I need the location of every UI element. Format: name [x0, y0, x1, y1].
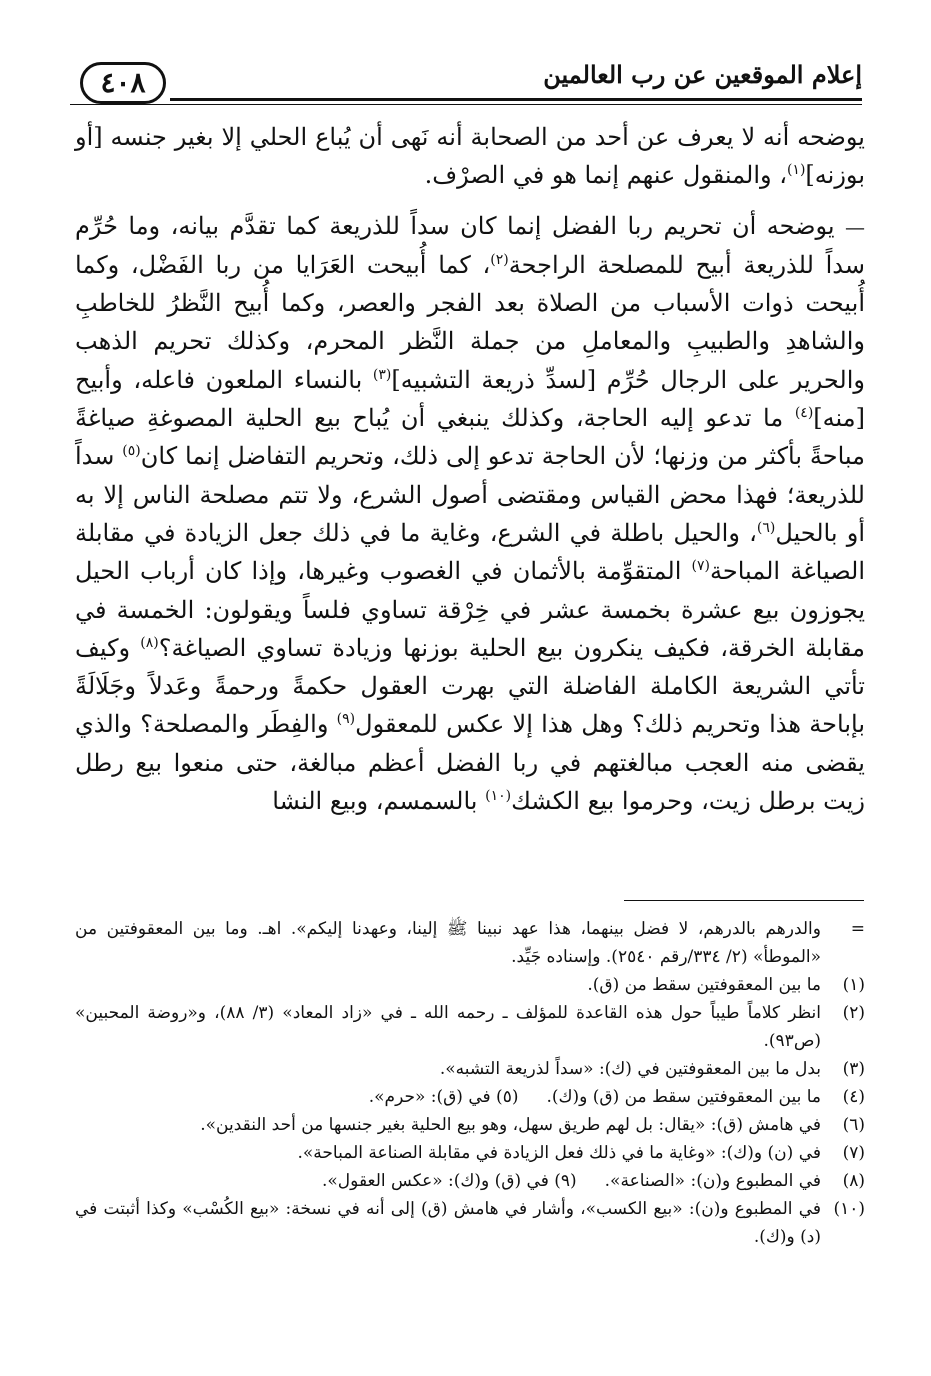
header-rule	[170, 98, 862, 101]
paragraph-1: يوضحه أنه لا يعرف عن أحد من الصحابة أنه نَهى أن يُباع الحلي إلا بغير جنسه [أو بوزنه]$^{(١)}$، والمنقول عنهم إنما هو في الصرْف.	[75, 123, 865, 190]
footnote-9-num: (٩)	[554, 1171, 577, 1191]
footnote-3: (٣) بدل ما بين المعقوفتين في (ك): «سداً لذريعة التشبه».	[439, 1059, 865, 1079]
footnote-5-text: في (ق): «حرم».	[368, 1087, 491, 1107]
running-title: إعلام الموقعين عن رب العالمين	[543, 60, 862, 89]
footnote-9-text: في (ق) و(ك): «عكس العقول».	[322, 1171, 549, 1191]
footnote-separator	[624, 900, 864, 901]
footnote-4-text: ما بين المعقوفتين سقط من (ق) و(ك).	[546, 1087, 821, 1107]
footnote-4-5: (٤) ما بين المعقوفتين سقط من (ق) و(ك).(٥) في (ق): «حرم».	[368, 1087, 865, 1107]
paragraph-dash: —	[845, 214, 865, 239]
footnote-2: (٢) انظر كلاماً طيباً حول هذه القاعدة للمؤلف ـ رحمه الله ـ في «زاد المعاد» (٣/ ٨٨)، و«روضة المحبين» (ص٩٣).	[75, 1003, 865, 1051]
footnote-1: (١) ما بين المعقوفتين سقط من (ق).	[587, 975, 865, 995]
main-text	[75, 118, 865, 820]
footnote-ref-8[interactable]: (٨)	[140, 634, 159, 651]
footnote-5-num: (٥)	[496, 1087, 519, 1107]
footnote-ref-6[interactable]: (٦)	[756, 519, 776, 536]
page-number: ٤٠٨	[80, 62, 166, 104]
header-rule-thin	[70, 104, 862, 105]
footnote-8-9: (٨) في المطبوع و(ن): «الصناعة».(٩) في (ق) و(ك): «عكس العقول».	[322, 1171, 865, 1191]
footnote-ref-9[interactable]: (٩)	[336, 711, 356, 728]
footnote-7: (٧) في (ن) و(ك): «وغاية ما في ذلك فعل الزيادة في مقابلة الصناعة المباحة».	[297, 1143, 865, 1163]
page-header	[70, 50, 862, 100]
footnote-8-text: في المطبوع و(ن): «الصناعة».	[604, 1171, 821, 1191]
footnote-ref-7[interactable]: (٧)	[691, 558, 710, 575]
footnote-6: (٦) في هامش (ق): «يقال: بل لهم طريق سهل، وهو بيع الحلية بغير جنسها من أحد النقدين».	[200, 1115, 865, 1135]
footnote-ref-5[interactable]: (٥)	[122, 443, 141, 460]
footnote-continuation: = والدرهم بالدرهم، لا فضل بينهما، هذا عهد نبينا ﷺ إلينا، وعهدنا إليكم». اهـ. وما بين المعقوفتين من «الموطأ» (٢/ ٣٣٤/رقم ٢٥٤٠). وإسناده جَيِّد.	[75, 919, 865, 967]
footnotes	[75, 915, 865, 1251]
footnote-ref-10[interactable]: (١٠)	[485, 788, 512, 805]
footnote-ref-1[interactable]: (١)	[786, 162, 806, 179]
footnote-10: (١٠) في المطبوع و(ن): «بيع الكسب»، وأشار في هامش (ق) إلى أنه في نسخة: «بيع الكُسْب» وكذا أثبتت في (د) و(ك).	[75, 1199, 865, 1247]
footnote-ref-2[interactable]: (٢)	[490, 251, 509, 268]
footnote-ref-3[interactable]: (٣)	[372, 366, 392, 383]
footnote-ref-4[interactable]: (٤)	[794, 405, 814, 422]
paragraph-2: — يوضحه أن تحريم ربا الفضل إنما كان سداً للذريعة كما تقدَّم بيانه، وما حُرِّم سداً للذريعة أبيح للمصلحة الراجحة$^{(٢)}$، كما أُبيحت العَرَايا من ربا الفَضْل، وكما أُبيحت ذوات الأسباب من الصلاة بعد الفجر والعصر، وكما أُبيح النَّظرُ للخاطبِ والشاهدِ والطبيبِ والمعاملِ من جملة النَّظر المحرم، وكذلك تحريم الذهب والحرير على الرجال حُرِّم [لسدِّ ذريعة التشبيه]$^{(٣)}$ بالنساء الملعون فاعله، وأبيح [منه]$^{(٤)}$ ما تدعو إليه الحاجة، وكذلك ينبغي أن يُباح بيع الحلية المصوغةِ صياغةً مباحةً بأكثر من وزنها؛ لأن الحاجة تدعو إلى ذلك، وتحريم التفاضل إنما كان$^{(٥)}$ سداً للذريعة؛ فهذا محض القياس ومقتضى أصول الشرع، ولا تتم مصلحة الناس إلا به أو بالحيل$^{(٦)}$، والحيل باطلة في الشرع، وغاية ما في ذلك جعل الزيادة في مقابلة الصياغة المباحة$^{(٧)}$ المتقوِّمة بالأثمان في الغصوب وغيرها، وإذا كان أرباب الحيل يجوزون بيع عشرة بخمسة عشر في خِرْقة تساوي فلساً ويقولون: الخمسة في مقابلة الخرقة، فكيف ينكرون بيع الحلية بوزنها وزيادة تساوي الصياغة؟$^{(٨)}$ وكيف تأتي الشريعة الكاملة الفاضلة التي بهرت العقول حكمةً ورحمةً وعَدلاً وجَلَالَةً بإباحة هذا وتحريم ذلك؟ وهل هذا إلا عكس للمعقول$^{(٩)}$ والفِطَر والمصلحة؟ والذي يقضى منه العجب مبالغتهم في ربا الفضل أعظم مبالغة، حتى منعوا بيع رطل زيت برطل زيت، وحرموا بيع الكشك$^{(١٠)}$ بالسمسم، وبيع النشا	[75, 211, 865, 816]
